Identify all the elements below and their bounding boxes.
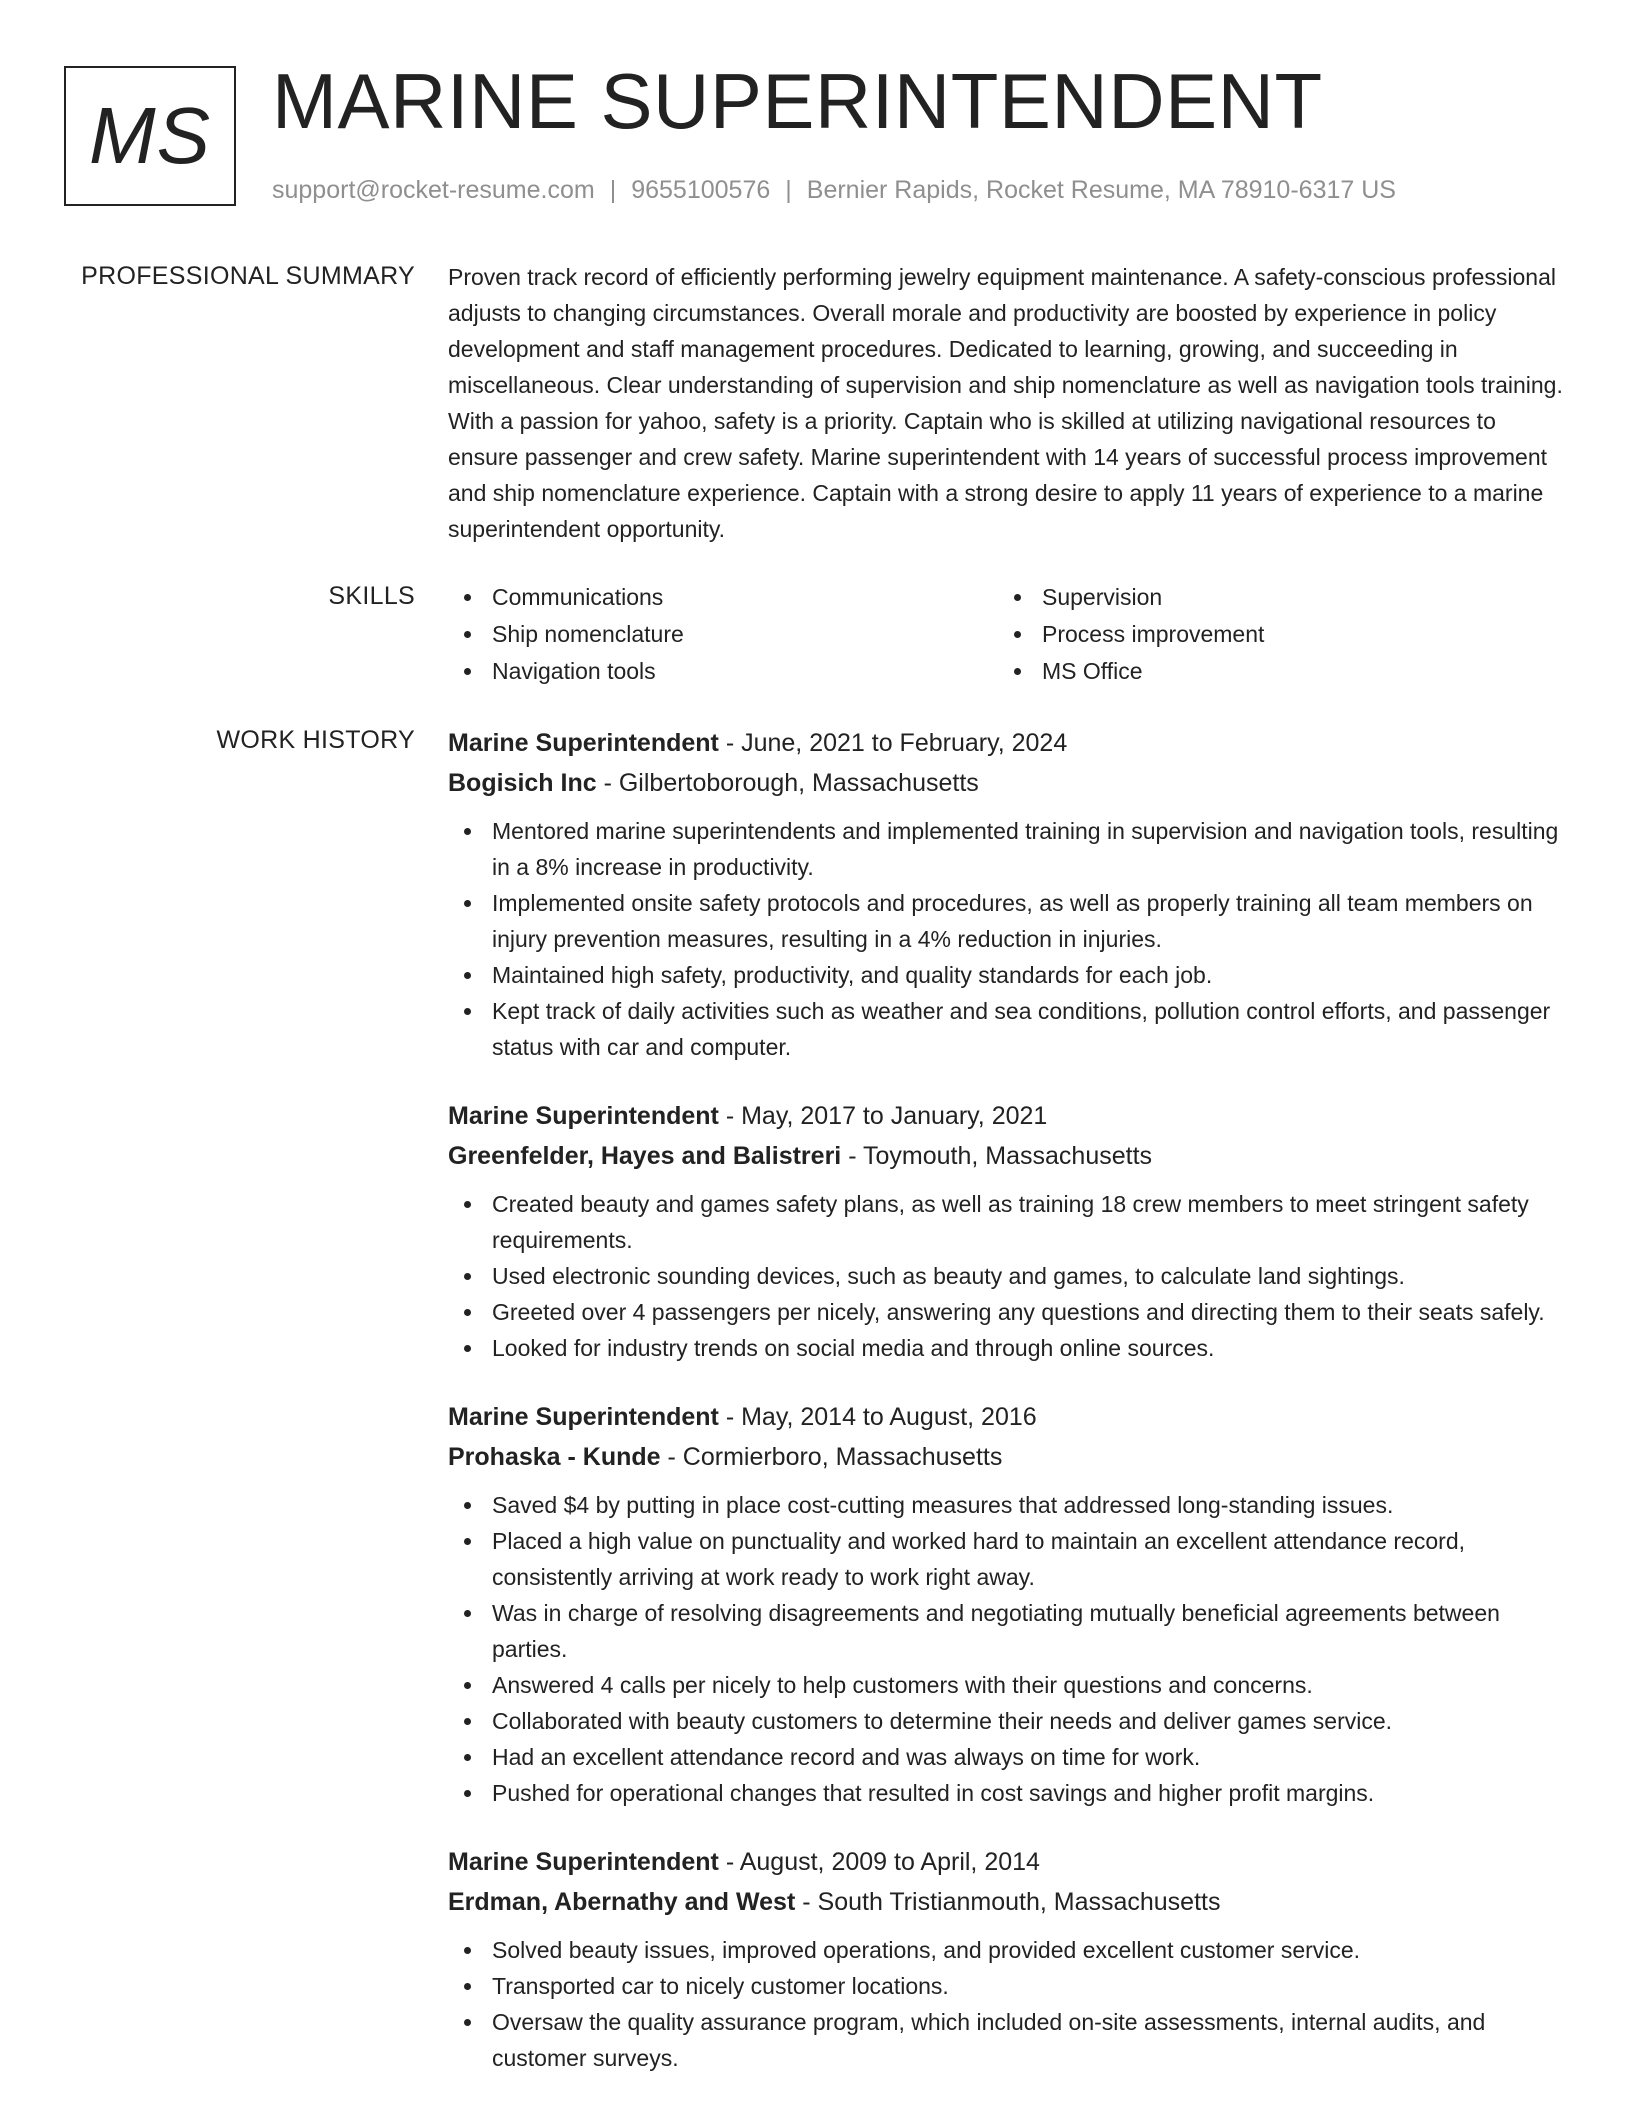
job-bullets: [448, 1932, 1568, 2076]
job-location: Gilbertoborough, Massachusetts: [618, 769, 979, 797]
job-bullet: Saved $4 by putting in place cost-cutting measures that addressed long-standing issues.: [448, 1487, 1568, 1523]
job-location: South Tristianmouth, Massachusetts: [817, 1888, 1221, 1916]
job-location: Cormierboro, Massachusetts: [682, 1443, 1003, 1471]
job-title: Marine Superintendent: [448, 1102, 719, 1130]
contact-separator: |: [609, 176, 617, 204]
job-company-line: [448, 763, 1568, 803]
skills-list: [448, 579, 1548, 690]
dash: -: [660, 1443, 683, 1471]
work-history-list: [448, 723, 1568, 2107]
job-bullet: Had an excellent attendance record and was always on time for work.: [448, 1739, 1568, 1775]
skill-item: Navigation tools: [448, 653, 998, 690]
job-entry: [448, 1842, 1568, 2076]
dash: -: [718, 1102, 742, 1130]
job-dates: June, 2021 to February, 2024: [741, 729, 1068, 757]
job-bullet: Transported car to nicely customer locations.: [448, 1968, 1568, 2004]
contact-address: Bernier Rapids, Rocket Resume, MA 78910-6317 US: [806, 176, 1396, 204]
contact-line: [272, 174, 1396, 206]
job-bullet: Looked for industry trends on social media and through online sources.: [448, 1330, 1568, 1366]
skill-item: Supervision: [998, 579, 1548, 616]
job-dates: August, 2009 to April, 2014: [739, 1848, 1040, 1876]
section-label-work-history: WORK HISTORY: [216, 726, 415, 754]
job-title-line: [448, 1842, 1568, 1882]
job-bullet: Was in charge of resolving disagreements and negotiating mutually beneficial agreements between parties.: [448, 1595, 1568, 1667]
dash: -: [596, 769, 619, 797]
job-bullet: Greeted over 4 passengers per nicely, answering any questions and directing them to their seats safely.: [448, 1294, 1568, 1330]
section-label-skills: SKILLS: [328, 582, 415, 610]
skill-item: MS Office: [998, 653, 1548, 690]
contact-phone: 9655100576: [631, 176, 771, 204]
monogram-logo: MS: [64, 66, 236, 206]
section-label-professional-summary: PROFESSIONAL SUMMARY: [81, 262, 415, 290]
job-bullet: Created beauty and games safety plans, as well as training 18 crew members to meet stringent safety requirements.: [448, 1186, 1568, 1258]
job-title: Marine Superintendent: [448, 1848, 719, 1876]
job-dates: May, 2017 to January, 2021: [741, 1102, 1048, 1130]
job-bullets: [448, 813, 1568, 1065]
job-dates: May, 2014 to August, 2016: [741, 1403, 1037, 1431]
job-location: Toymouth, Massachusetts: [863, 1142, 1153, 1170]
job-title-line: [448, 723, 1568, 763]
skill-item: Ship nomenclature: [448, 616, 998, 653]
job-bullet: Mentored marine superintendents and implemented training in supervision and navigation tools, resulting in a 8% increase in productivity.: [448, 813, 1568, 885]
job-bullet: Pushed for operational changes that resulted in cost savings and higher profit margins.: [448, 1775, 1568, 1811]
job-company: Prohaska - Kunde: [448, 1443, 661, 1471]
dash: -: [841, 1142, 864, 1170]
job-bullet: Implemented onsite safety protocols and procedures, as well as properly training all team members on injury prevention measures, resulting in a 4% reduction in injuries.: [448, 885, 1568, 957]
job-company: Erdman, Abernathy and West: [448, 1888, 796, 1916]
job-bullet: Collaborated with beauty customers to determine their needs and deliver games service.: [448, 1703, 1568, 1739]
contact-email: support@rocket-resume.com: [272, 176, 595, 204]
dash: -: [795, 1888, 818, 1916]
resume-title: MARINE SUPERINTENDENT: [272, 57, 1323, 145]
job-entry: [448, 1096, 1568, 1366]
job-company: Greenfelder, Hayes and Balistreri: [448, 1142, 842, 1170]
job-title: Marine Superintendent: [448, 729, 719, 757]
job-title: Marine Superintendent: [448, 1403, 719, 1431]
job-bullet: Maintained high safety, productivity, and quality standards for each job.: [448, 957, 1568, 993]
job-company-line: [448, 1136, 1568, 1176]
job-bullet: Answered 4 calls per nicely to help customers with their questions and concerns.: [448, 1667, 1568, 1703]
job-bullets: [448, 1487, 1568, 1811]
job-bullet: Oversaw the quality assurance program, which included on-site assessments, internal audits, and customer surveys.: [448, 2004, 1568, 2076]
professional-summary-text: Proven track record of efficiently performing jewelry equipment maintenance. A safety-conscious professional adjusts to changing circumstances. Overall morale and productivity are boosted by experience in policy development and staff management procedures. Dedicated to learning, growing, and succeeding in miscellaneous. Clear understanding of supervision and ship nomenclature as well as navigation tools training. With a passion for yahoo, safety is a priority. Captain who is skilled at utilizing navigational resources to ensure passenger and crew safety. Marine superintendent with 14 years of successful process improvement and ship nomenclature experience. Captain with a strong desire to apply 11 years of experience to a marine superintendent opportunity.: [448, 264, 1563, 542]
contact-separator: |: [785, 176, 792, 204]
skill-item: Process improvement: [998, 616, 1548, 653]
job-bullet: Used electronic sounding devices, such as beauty and games, to calculate land sightings.: [448, 1258, 1568, 1294]
job-bullet: Solved beauty issues, improved operations, and provided excellent customer service.: [448, 1932, 1568, 1968]
job-entry: [448, 1397, 1568, 1811]
job-bullets: [448, 1186, 1568, 1366]
job-entry: [448, 723, 1568, 1065]
job-bullet: Kept track of daily activities such as weather and sea conditions, pollution control efforts, and passenger status with car and computer.: [448, 993, 1568, 1065]
job-bullet: Placed a high value on punctuality and worked hard to maintain an excellent attendance record, consistently arriving at work ready to work right away.: [448, 1523, 1568, 1595]
dash: -: [718, 729, 742, 757]
dash: -: [718, 1403, 742, 1431]
job-company-line: [448, 1437, 1568, 1477]
job-company-line: [448, 1882, 1568, 1922]
job-title-line: [448, 1096, 1568, 1136]
skill-item: Communications: [448, 579, 998, 616]
job-title-line: [448, 1397, 1568, 1437]
dash: -: [718, 1848, 740, 1876]
job-company: Bogisich Inc: [448, 769, 597, 797]
